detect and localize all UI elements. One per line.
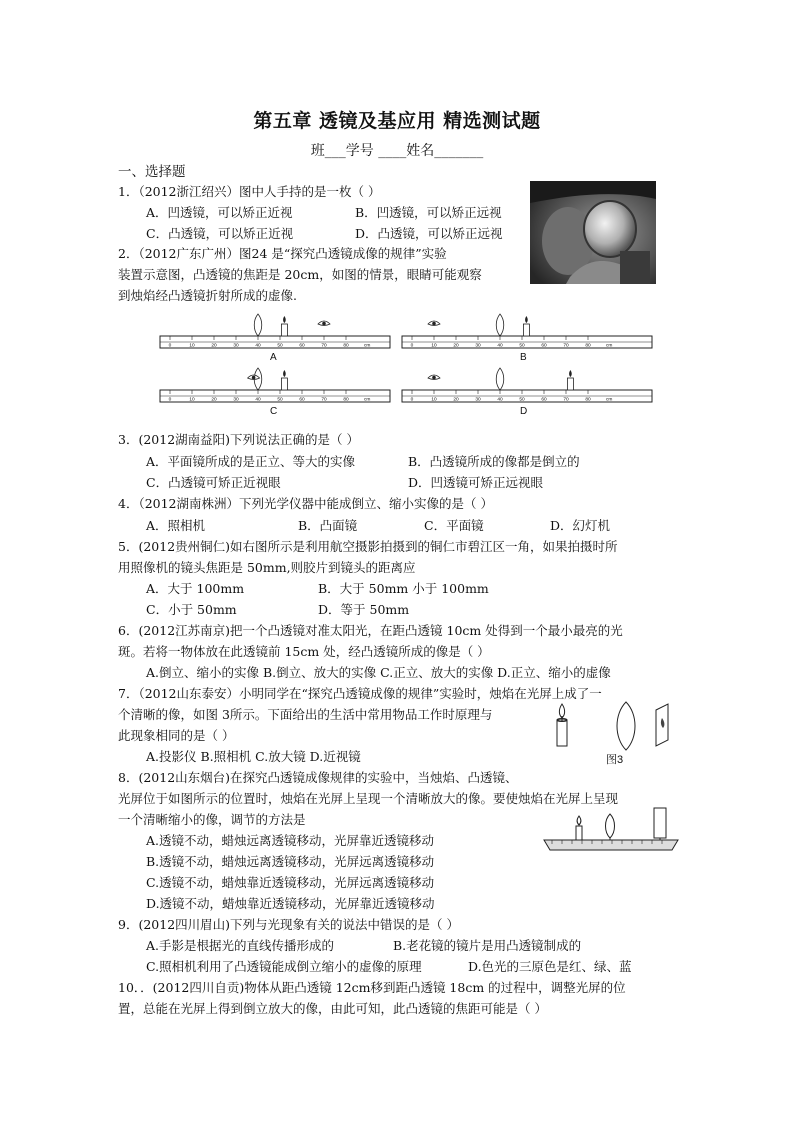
- question-6-line-2: 斑。若将一物体放在此透镜前 15cm 处，经凸透镜所成的像是（ ）: [118, 644, 490, 659]
- question-3: 3．(2012湖南益阳)下列说法正确的是（ ）: [118, 432, 359, 447]
- tick-label: 10: [431, 343, 437, 349]
- caption-a: A: [270, 352, 277, 363]
- option-5d: D．等于 50mm: [318, 602, 410, 617]
- tick-label: 50: [277, 343, 283, 349]
- lens-icon: [254, 314, 262, 336]
- tick-label: 10: [189, 343, 195, 349]
- tick-label: 70: [321, 343, 327, 349]
- options-6: A.倒立、缩小的实像 B.倒立、放大的实像 C.正立、放大的实像 D.正立、缩小的虚像: [146, 665, 611, 680]
- question-7: 7．（2012山东泰安）小明同学在“探究凸透镜成像的规律”实验时，烛焰在光屏上成了一: [118, 686, 602, 701]
- flame-icon: [525, 316, 528, 323]
- option-5b: B．大于 50mm 小于 100mm: [318, 581, 489, 596]
- tick-label: 70: [563, 343, 569, 349]
- tick-label: 60: [541, 343, 547, 349]
- candle-icon: [281, 324, 287, 336]
- bench-figure-d: [400, 366, 656, 424]
- question-8-line-3: 一个清晰缩小的像，调节的方法是: [118, 812, 306, 827]
- option-9d: D.色光的三原色是红、绿、蓝: [468, 959, 632, 974]
- option-8c: C.透镜不动，蜡烛靠近透镜移动，光屏远离透镜移动: [146, 875, 435, 890]
- student-info-line: 班___学号 ____姓名_______: [310, 143, 484, 159]
- tick-label: 80: [343, 397, 349, 403]
- tick-label: 0: [410, 397, 414, 403]
- question-8: 8．(2012山东烟台)在探究凸透镜成像规律的实验中，当烛焰、凸透镜、: [118, 770, 518, 785]
- section-heading: 一、选择题: [118, 164, 186, 180]
- tick-label: 80: [585, 397, 591, 403]
- question-5-line-2: 用照像机的镜头焦距是 50mm,则胶片到镜头的距离应: [118, 560, 416, 575]
- question-10: 10．．(2012四川自贡)物体从距凸透镜 12cm移到距凸透镜 18cm 的过程中，调整光屏的位: [118, 980, 626, 995]
- tick-label: 40: [497, 397, 503, 403]
- question-8-bench-diagram: [536, 804, 686, 856]
- option-1a: A．凹透镜，可以矫正近视: [146, 205, 293, 220]
- flame-icon: [569, 370, 572, 377]
- option-5a: A．大于 100mm: [146, 581, 245, 596]
- question-7-line-2: 个清晰的像，如图 3所示。下面给出的生活中常用物品工作时原理与: [118, 707, 493, 722]
- tick-label: 30: [233, 397, 239, 403]
- option-8a: A.透镜不动，蜡烛远离透镜移动，光屏靠近透镜移动: [146, 833, 435, 848]
- caption-d: D: [520, 406, 528, 417]
- tick-label: 60: [299, 343, 305, 349]
- tick-label: 60: [299, 397, 305, 403]
- option-8d: D.透镜不动，蜡烛靠近透镜移动，光屏靠近透镜移动: [146, 896, 435, 911]
- question-2: 2．（2012广东广州）图24 是“探究凸透镜成像的规律”实验: [118, 246, 447, 261]
- options-7: A.投影仪 B.照相机 C.放大镜 D.近视镜: [146, 749, 361, 764]
- bench-figure-b: [400, 312, 656, 370]
- pupil-icon: [252, 376, 256, 380]
- tick-label: 0: [168, 397, 172, 403]
- figure-3-diagram: [548, 700, 680, 752]
- flame-icon: [283, 316, 286, 323]
- pupil-icon: [432, 376, 436, 380]
- option-3b: B．凸透镜所成的像都是倒立的: [408, 454, 580, 469]
- option-8b: B.透镜不动，蜡烛远离透镜移动，光屏远离透镜移动: [146, 854, 435, 869]
- tick-label: 0: [410, 343, 414, 349]
- flame-icon: [283, 370, 286, 377]
- lens-photo: [530, 181, 656, 284]
- tick-label: 0: [168, 343, 172, 349]
- question-4: 4．（2012湖南株洲）下列光学仪器中能成倒立、缩小实像的是（ ）: [118, 496, 493, 511]
- pupil-icon: [432, 322, 436, 326]
- option-4b: B．凸面镜: [298, 518, 358, 533]
- unit-label: cm: [606, 397, 613, 403]
- question-7-line-3: 此现象相同的是（ ）: [118, 728, 235, 743]
- tick-label: 20: [453, 343, 459, 349]
- tick-label: 20: [211, 343, 217, 349]
- tick-label: 10: [431, 397, 437, 403]
- question-6: 6．(2012江苏南京)把一个凸透镜对准太阳光，在距凸透镜 10cm 处得到一个最小最亮的光: [118, 623, 623, 638]
- candle-icon: [523, 324, 529, 336]
- option-5c: C．小于 50mm: [146, 602, 237, 617]
- pupil-icon: [322, 322, 326, 326]
- unit-label: cm: [606, 343, 613, 349]
- option-3c: C．凸透镜可矫正近视眼: [146, 475, 281, 490]
- tick-label: 40: [255, 343, 261, 349]
- question-10-line-2: 置，总能在光屏上得到倒立放大的像，由此可知，此凸透镜的焦距可能是（ ）: [118, 1001, 547, 1016]
- tick-label: 40: [255, 397, 261, 403]
- question-8-line-2: 光屏位于如图所示的位置时，烛焰在光屏上呈现一个清晰放大的像。要使烛焰在光屏上呈现: [118, 791, 619, 806]
- tick-label: 20: [211, 397, 217, 403]
- tick-label: 80: [343, 343, 349, 349]
- candle-icon: [567, 378, 573, 390]
- tick-label: 30: [475, 397, 481, 403]
- tick-label: 70: [321, 397, 327, 403]
- option-4d: D．幻灯机: [550, 518, 611, 533]
- figure-3-label: 图3: [606, 754, 624, 766]
- option-9a: A.手影是根据光的直线传播形成的: [146, 938, 335, 953]
- lens-icon: [496, 314, 504, 336]
- tick-label: 80: [585, 343, 591, 349]
- option-4c: C．平面镜: [424, 518, 484, 533]
- option-1c: C．凸透镜，可以矫正近视: [146, 226, 294, 241]
- question-2-line-3: 到烛焰经凸透镜折射所成的虚像.: [118, 288, 297, 303]
- tick-label: 20: [453, 397, 459, 403]
- page-title: 第五章 透镜及基应用 精选测试题: [253, 110, 541, 132]
- option-1b: B．凹透镜，可以矫正远视: [355, 205, 502, 220]
- option-4a: A．照相机: [146, 518, 206, 533]
- tick-label: 40: [497, 343, 503, 349]
- option-9c: C.照相机利用了凸透镜能成倒立缩小的虚像的原理: [146, 959, 422, 974]
- caption-b: B: [520, 352, 527, 363]
- option-9b: B.老花镜的镜片是用凸透镜制成的: [393, 938, 582, 953]
- tick-label: 70: [563, 397, 569, 403]
- unit-label: cm: [364, 397, 371, 403]
- tick-label: 60: [541, 397, 547, 403]
- question-9: 9．(2012四川眉山)下列与光现象有关的说法中错误的是（ ）: [118, 917, 459, 932]
- tick-label: 50: [519, 397, 525, 403]
- option-3d: D．凹透镜可矫正远视眼: [408, 475, 544, 490]
- question-1: 1．（2012浙江绍兴）图中人手持的是一枚（ ）: [118, 184, 381, 199]
- question-5: 5．(2012贵州铜仁)如右图所示是利用航空摄影拍摄到的铜仁市碧江区一角，如果拍摄时所: [118, 539, 618, 554]
- candle-icon: [281, 378, 287, 390]
- question-2-line-2: 装置示意图，凸透镜的焦距是 20cm，如图的情景，眼睛可能观察: [118, 267, 482, 282]
- tick-label: 50: [277, 397, 283, 403]
- tick-label: 10: [189, 397, 195, 403]
- option-3a: A．平面镜所成的是正立、等大的实像: [146, 454, 356, 469]
- caption-c: C: [270, 406, 278, 417]
- unit-label: cm: [364, 343, 371, 349]
- option-1d: D．凸透镜，可以矫正远视: [355, 226, 503, 241]
- tick-label: 50: [519, 343, 525, 349]
- tick-label: 30: [233, 343, 239, 349]
- tick-label: 30: [475, 343, 481, 349]
- lens-icon: [496, 368, 504, 390]
